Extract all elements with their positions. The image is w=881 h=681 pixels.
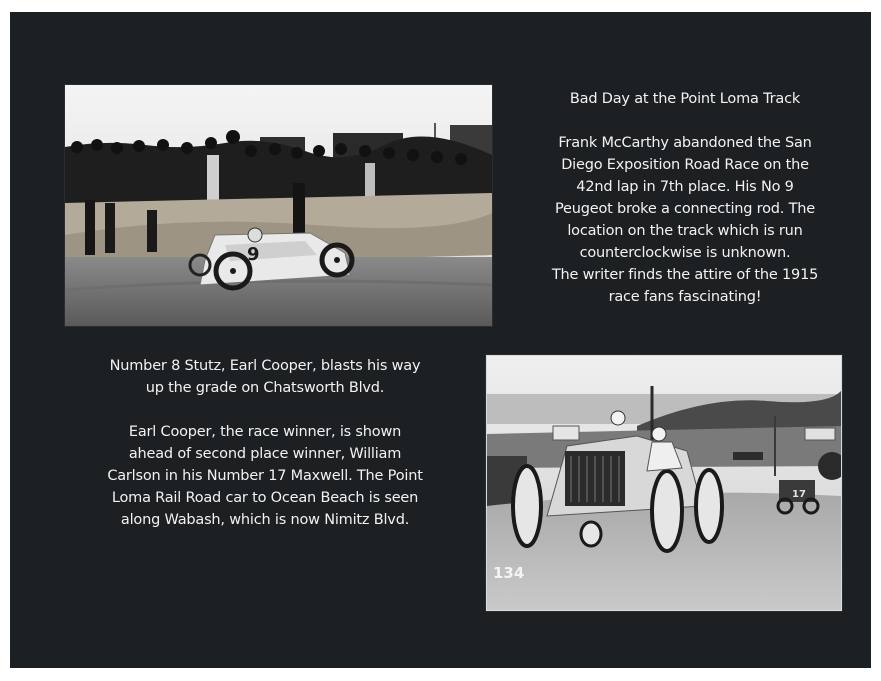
caption-earl-cooper-stutz <box>70 355 460 531</box>
caption-line: The writer finds the attire of the 1915 <box>551 267 819 283</box>
caption-line: Diego Exposition Road Race on the <box>561 157 809 173</box>
caption-line: Frank McCarthy abandoned the San <box>558 135 812 151</box>
caption-heading-line: up the grade on Chatsworth Blvd. <box>145 380 385 396</box>
photo-race-car-9-crowd <box>65 85 492 326</box>
caption-line: 42nd lap in 7th place. His No 9 <box>576 179 794 195</box>
car-number-9: 9 <box>247 244 260 265</box>
caption-heading-line: Number 8 Stutz, Earl Cooper, blasts his way <box>109 358 421 374</box>
car-number-17: 17 <box>792 489 806 500</box>
caption-line: Carlson in his Number 17 Maxwell. The Point <box>107 468 423 484</box>
caption-line: Peugeot broke a connecting rod. The <box>555 201 815 217</box>
page-frame <box>10 12 871 668</box>
caption-line: Earl Cooper, the race winner, is shown <box>128 424 402 440</box>
caption-title: Bad Day at the Point Loma Track <box>569 91 801 107</box>
caption-line: location on the track which is run <box>567 223 803 239</box>
photo-bottom-image <box>487 356 841 610</box>
caption-line: counterclockwise is unknown. <box>579 245 791 261</box>
caption-line: race fans fascinating! <box>608 289 762 305</box>
photo-stutz-chatsworth <box>486 355 842 611</box>
caption-spacer <box>530 110 840 132</box>
caption-line: ahead of second place winner, William <box>128 446 402 462</box>
caption-line: Loma Rail Road car to Ocean Beach is seen <box>111 490 419 506</box>
photo-corner-mark: 134 <box>493 564 525 582</box>
caption-spacer <box>70 399 460 421</box>
photo-top-image <box>65 85 492 326</box>
caption-line: along Wabash, which is now Nimitz Blvd. <box>120 512 410 528</box>
caption-bad-day-point-loma <box>530 88 840 308</box>
